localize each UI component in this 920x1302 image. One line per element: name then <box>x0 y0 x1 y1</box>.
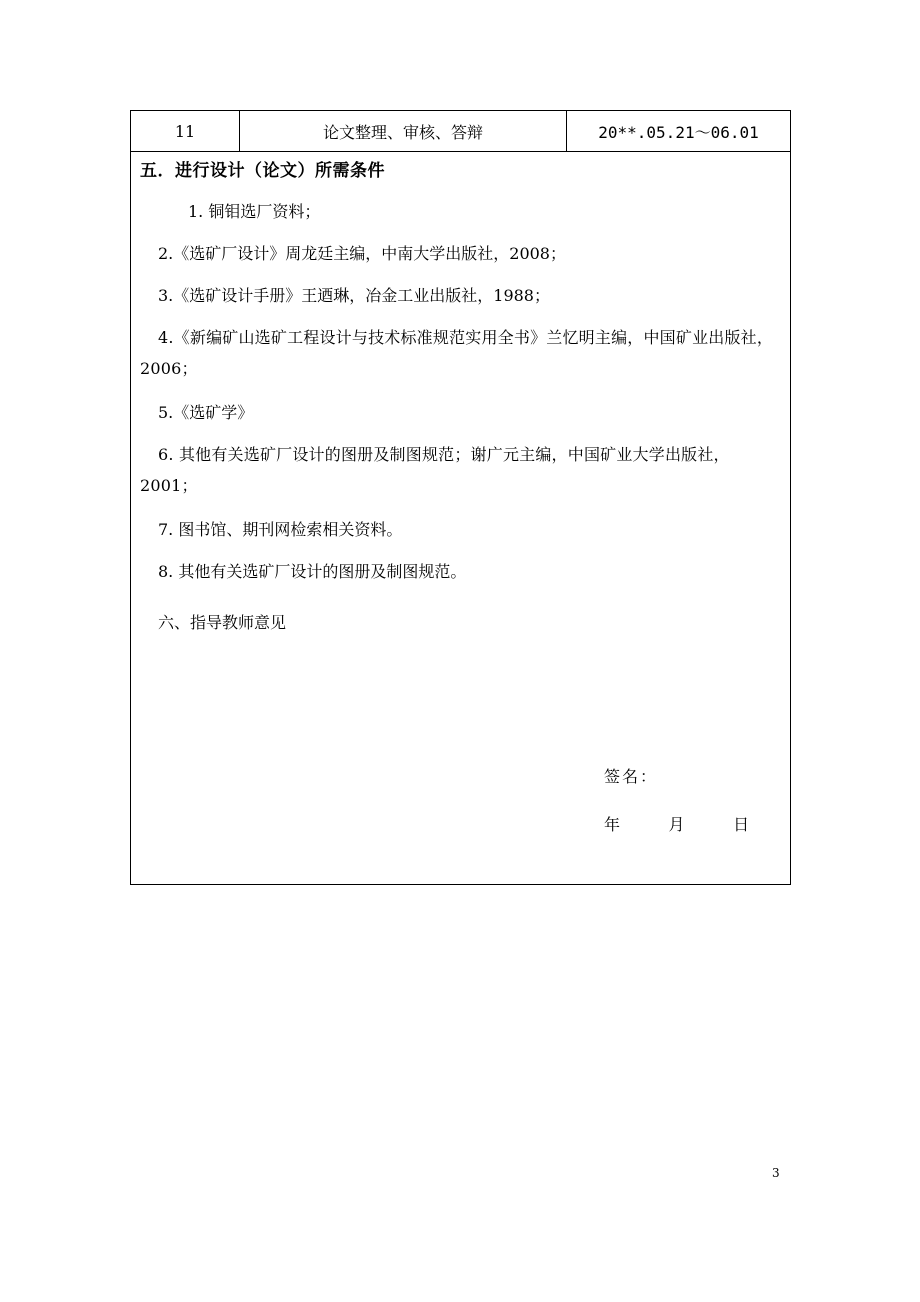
conditions-cell <box>131 152 791 885</box>
row-dates: 20**.05.21～06.01 <box>567 111 791 152</box>
reference-item-8: 8. 其他有关选矿厂设计的图册及制图规范。 <box>158 562 467 581</box>
date-label: 年 月 日 <box>604 815 752 834</box>
reference-item-3: 3.《选矿设计手册》王迺琳，冶金工业出版社，1988； <box>158 286 550 305</box>
page-number: 3 <box>772 1166 780 1180</box>
reference-item-4: 4.《新编矿山选矿工程设计与技术标准规范实用全书》兰忆明主编，中国矿业出版社，2006； <box>140 328 774 378</box>
reference-item-2: 2.《选矿厂设计》周龙廷主编，中南大学出版社，2008； <box>158 244 566 263</box>
reference-item-7: 7. 图书馆、期刊网检索相关资料。 <box>158 520 403 539</box>
reference-item-5: 5.《选矿学》 <box>158 403 254 422</box>
table-row <box>131 111 791 152</box>
signature-label: 签名： <box>604 767 659 786</box>
row-task: 论文整理、审核、答辩 <box>240 111 567 152</box>
reference-item-6: 6. 其他有关选矿厂设计的图册及制图规范；谢广元主编，中国矿业大学出版社，2001； <box>140 445 730 495</box>
section-six-title: 六、指导教师意见 <box>158 613 287 632</box>
row-index: 11 <box>131 111 240 152</box>
section-five-title: 五．进行设计（论文）所需条件 <box>140 161 385 181</box>
reference-item-1: 1. 铜钼选厂资料； <box>188 202 321 221</box>
task-table <box>130 110 791 885</box>
